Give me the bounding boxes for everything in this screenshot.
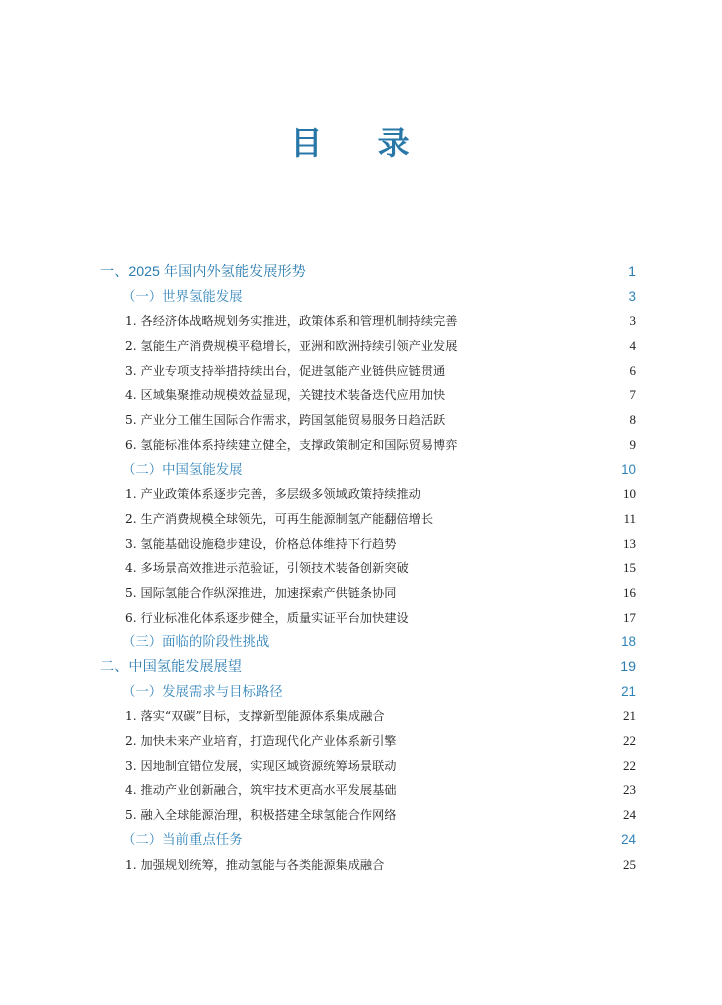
toc-entry-title: 6. 氢能标准体系持续建立健全，支撑政策制定和国际贸易博弈 — [125, 437, 458, 452]
toc-entry-title: （一）世界氢能发展 — [122, 288, 243, 304]
toc-page-number: 23 — [623, 782, 636, 798]
toc-entry-title: 4. 推动产业创新融合，筑牢技术更高水平发展基础 — [125, 783, 397, 798]
toc-entry-title: 3. 产业专项支持举措持续出台，促进氢能产业链供应链贯通 — [125, 363, 446, 378]
toc-subsection-entry — [0, 754, 722, 779]
toc-subsection-entry — [0, 556, 722, 581]
toc-entry-title: 5. 产业分工催生国际合作需求，跨国氢能贸易服务日趋活跃 — [125, 413, 446, 428]
toc-entry-title: 2. 生产消费规模全球领先，可再生能源制氢产能翻倍增长 — [125, 511, 434, 526]
toc-page-number: 6 — [629, 362, 636, 378]
toc-section-entry — [0, 285, 722, 310]
toc-entry-title: （二）当前重点任务 — [122, 831, 243, 847]
toc-section-entry — [0, 458, 722, 483]
toc-page-number: 24 — [621, 831, 636, 847]
toc-page-number: 9 — [629, 436, 636, 452]
toc-entry-title: （一）发展需求与目标路径 — [122, 683, 283, 699]
toc-subsection-entry — [0, 778, 722, 803]
toc-page-number: 7 — [629, 387, 636, 403]
toc-entry-title: 4. 多场景高效推进示范验证，引领技术装备创新突破 — [125, 561, 409, 576]
toc-page-number: 3 — [628, 288, 636, 304]
toc-chapter-entry — [0, 260, 722, 285]
toc-page-number: 15 — [623, 560, 636, 576]
toc-subsection-entry — [0, 433, 722, 458]
toc-page-number: 22 — [623, 733, 636, 749]
toc-page-number: 1 — [628, 264, 636, 280]
toc-subsection-entry — [0, 383, 722, 408]
toc-entry-title: 2. 氢能生产消费规模平稳增长，亚洲和欧洲持续引领产业发展 — [125, 339, 458, 354]
toc-entry-title: 1. 产业政策体系逐步完善，多层级多领域政策持续推动 — [125, 487, 421, 502]
toc-entry-title: 一、2025 年国内外氢能发展形势 — [100, 264, 306, 280]
toc-section-entry — [0, 680, 722, 705]
toc-subsection-entry — [0, 359, 722, 384]
toc-entry-title: 6. 行业标准化体系逐步健全，质量实证平台加快建设 — [125, 610, 409, 625]
toc-page-number: 10 — [623, 486, 636, 502]
toc-subsection-entry — [0, 704, 722, 729]
toc-entry-title: 5. 融入全球能源治理，积极搭建全球氢能合作网络 — [125, 808, 397, 823]
toc-page-number: 16 — [623, 584, 636, 600]
toc-page-number: 24 — [623, 807, 636, 823]
toc-page-number: 18 — [621, 634, 636, 650]
toc-entry-title: 3. 因地制宜错位发展，实现区域资源统筹场景联动 — [125, 758, 397, 773]
toc-subsection-entry — [0, 853, 722, 878]
toc-subsection-entry — [0, 729, 722, 754]
toc-subsection-entry — [0, 581, 722, 606]
toc-page-number: 22 — [623, 757, 636, 773]
toc-entry-title: （三）面临的阶段性挑战 — [122, 634, 270, 650]
page-title: 目 录 — [290, 124, 432, 162]
toc-subsection-entry — [0, 507, 722, 532]
toc-page-number: 13 — [623, 535, 636, 551]
toc-page-number: 17 — [623, 609, 636, 625]
toc-page-number: 21 — [623, 708, 636, 724]
toc-entry-title: 5. 国际氢能合作纵深推进，加速探索产供链条协同 — [125, 585, 397, 600]
toc-page-number: 21 — [621, 683, 636, 699]
toc-subsection-entry — [0, 334, 722, 359]
table-of-contents — [0, 260, 722, 877]
toc-page-number: 3 — [629, 313, 636, 329]
toc-subsection-entry — [0, 309, 722, 334]
toc-subsection-entry — [0, 606, 722, 631]
toc-entry-title: （二）中国氢能发展 — [122, 461, 243, 477]
toc-section-entry — [0, 630, 722, 655]
toc-subsection-entry — [0, 803, 722, 828]
toc-subsection-entry — [0, 408, 722, 433]
toc-entry-title: 3. 氢能基础设施稳步建设，价格总体维持下行趋势 — [125, 536, 397, 551]
toc-page-number: 4 — [629, 338, 636, 354]
toc-entry-title: 1. 加强规划统筹，推动氢能与各类能源集成融合 — [125, 857, 385, 872]
toc-entry-title: 4. 区域集聚推动规模效益显现，关键技术装备迭代应用加快 — [125, 388, 446, 403]
toc-page-number: 10 — [621, 461, 636, 477]
toc-chapter-entry — [0, 655, 722, 680]
toc-entry-title: 1. 落实“双碳”目标，支撑新型能源体系集成融合 — [125, 709, 385, 724]
toc-entry-title: 二、中国氢能发展展望 — [100, 659, 242, 675]
toc-subsection-entry — [0, 482, 722, 507]
toc-page-number: 25 — [623, 856, 636, 872]
toc-entry-title: 2. 加快未来产业培育，打造现代化产业体系新引擎 — [125, 734, 397, 749]
toc-page-number: 19 — [620, 659, 636, 675]
toc-page-number: 8 — [629, 412, 636, 428]
toc-entry-title: 1. 各经济体战略规划务实推进，政策体系和管理机制持续完善 — [125, 314, 458, 329]
toc-subsection-entry — [0, 532, 722, 557]
toc-page-number: 11 — [623, 510, 636, 526]
toc-section-entry — [0, 828, 722, 853]
